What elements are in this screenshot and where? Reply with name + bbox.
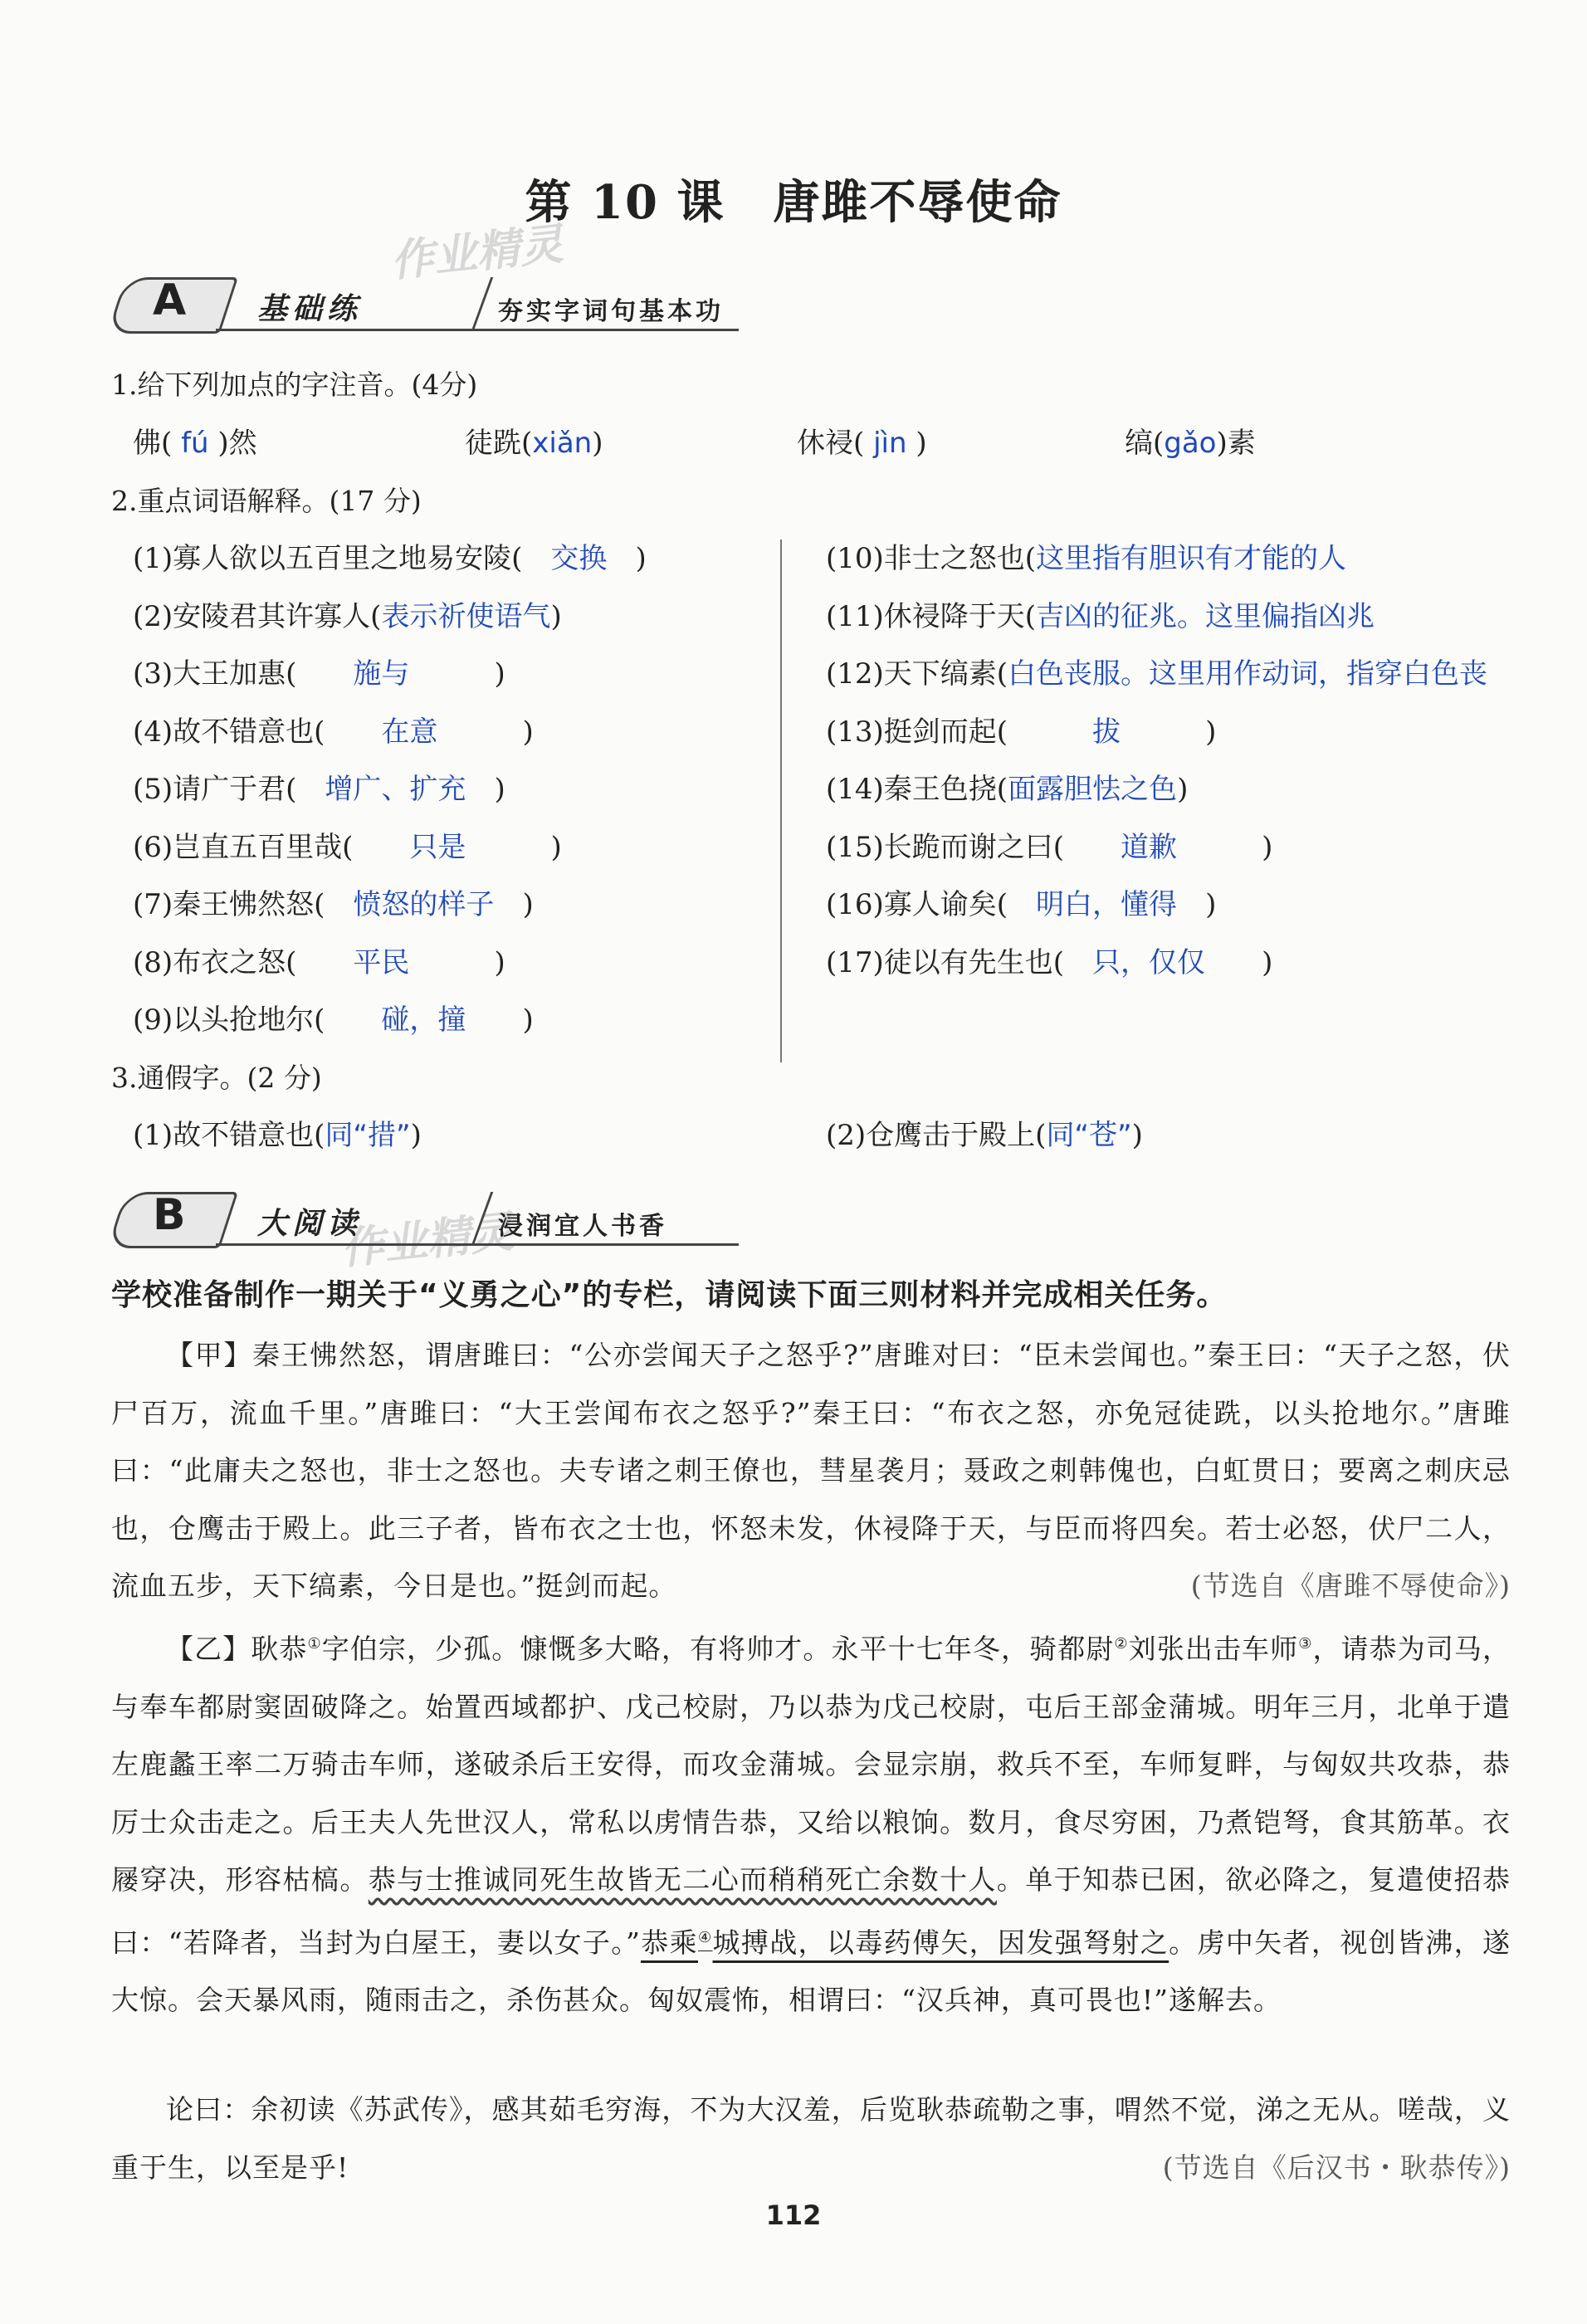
prompt-text: ) [635, 542, 647, 575]
answer-row [826, 535, 1346, 576]
prompt-text: ) [1131, 1119, 1143, 1152]
prompt-text: ) [1262, 830, 1273, 864]
prompt-text: 徒跣( [465, 427, 533, 460]
watermark: 作业精灵 [388, 219, 566, 287]
handwritten-answer: 愤怒的样子 [325, 888, 523, 921]
handwritten-answer: 只是 [353, 830, 551, 864]
handwritten-answer: fú [172, 427, 218, 460]
passage-yi-text: 。单于知恭已困，欲必降之，复遣使招恭曰：“若降者，当封为白屋王，妻以女子。” [111, 1863, 1511, 1959]
handwritten-answer: 碰，撞 [325, 1003, 523, 1037]
answer-row [465, 420, 603, 461]
prompt-text: (5)请广于君( [133, 773, 297, 806]
prompt-text: (1)寡人欲以五百里之地易安陵( [133, 542, 523, 575]
prompt-text: ) [522, 1003, 534, 1037]
footnote-marker: ② [1114, 1635, 1129, 1653]
passage-yi-text: 【乙】耿恭 [166, 1633, 308, 1665]
prompt-text: ) [522, 715, 534, 749]
handwritten-answer: 只，仅仅 [1064, 945, 1262, 979]
section-letter: A [153, 276, 187, 325]
answer-row [133, 824, 562, 865]
answer-row [826, 940, 1272, 980]
prompt-text: (17)徒以有先生也( [826, 945, 1065, 979]
section-name: 大阅读 [257, 1206, 363, 1241]
answer-row [133, 766, 505, 807]
prompt-text: (2)安陵君其许寡人( [133, 599, 382, 633]
passage-jia-source: (节选自《唐雎不辱使命》) [1190, 1570, 1511, 1602]
prompt-text: (8)布衣之怒( [133, 945, 297, 979]
handwritten-answer: 拔 [1008, 715, 1206, 749]
handwritten-answer: jìn [864, 427, 916, 460]
section-b-banner [116, 1189, 739, 1252]
handwritten-answer: 面露胆怯之色 [1008, 773, 1178, 806]
prompt-text: ) [494, 657, 505, 691]
handwritten-answer: 白色丧服。这里用作动词，指穿白色丧 [1008, 657, 1488, 691]
passage-yi-text: 刘张出击车师 [1128, 1633, 1299, 1665]
prompt-text: 休祲( [797, 427, 865, 460]
answer-row [826, 766, 1188, 807]
handwritten-answer: 吉凶的征兆。这里偏指凶兆 [1036, 599, 1375, 633]
section-name: 基础练 [257, 291, 363, 326]
handwritten-answer: 交换 [522, 542, 636, 575]
prompt-text: (9)以头抢地尔( [133, 1003, 325, 1037]
page-number: 112 [765, 2200, 822, 2231]
handwritten-answer: 施与 [296, 657, 495, 691]
handwritten-answer: 同“措” [325, 1119, 411, 1152]
prompt-text: ) [1205, 888, 1217, 921]
answer-row [133, 535, 647, 576]
answer-row [826, 824, 1272, 865]
passage-yi-text: 。虏中矢者，视创皆沸，遂大惊。会天暴风雨，随雨击之，杀伤甚众。匈奴震怖，相谓曰：“汉兵神，真可畏也!”遂解去。 [111, 1926, 1511, 2016]
prompt-text: ) [1262, 945, 1273, 979]
prompt-text: (1)故不错意也( [133, 1119, 325, 1152]
answer-row [826, 593, 1375, 634]
prompt-text: ) [522, 888, 534, 921]
section-slogan: 夯实字词句基本功 [498, 297, 724, 326]
answer-row [133, 420, 257, 461]
prompt-text: 佛( [133, 427, 173, 460]
answer-row [826, 651, 1487, 691]
prompt-text: ) [410, 1119, 422, 1152]
answer-row [797, 420, 927, 461]
handwritten-answer: xiǎn [532, 427, 593, 460]
prompt-text: (12)天下缟素( [826, 657, 1008, 691]
column-divider [780, 540, 782, 1062]
prompt-text: (13)挺剑而起( [826, 715, 1008, 749]
prompt-text: (2)仓鹰击于殿上( [826, 1119, 1047, 1152]
passage-lun-text: 论曰：余初读《苏武传》，感其茹毛穷海，不为大汉羞，后览耿恭疏勒之事，喟然不觉，涕之无从。嗟哉，义重于生，以至是乎! [111, 2093, 1511, 2184]
footnote-marker: ③ [1298, 1635, 1313, 1653]
prompt-text: ) [592, 427, 603, 460]
passage-yi-text: 字伯宗，少孤。慷慨多大略，有将帅才。永平十七年冬，骑都尉 [321, 1633, 1115, 1665]
prompt-text: (7)秦王怫然怒( [133, 888, 325, 921]
footnote-marker: ④ [698, 1928, 713, 1946]
prompt-text: (4)故不错意也( [133, 715, 325, 749]
handwritten-answer: gǎo [1164, 427, 1217, 460]
handwritten-answer: 平民 [296, 945, 495, 979]
prompt-text: ) [1205, 715, 1217, 749]
passage-jia-text: 【甲】秦王怫然怒，谓唐雎曰：“公亦尝闻天子之怒乎?”唐雎对曰：“臣未尝闻也。”秦王曰：“天子之怒，伏尸百万，流血千里。”唐雎曰：“大王尝闻布衣之怒乎?”秦王曰：“布衣之怒，亦免冠徒跣，以头抢地尔。”唐雎曰：“此庸夫之怒也，非士之怒也。夫专诸之刺王僚也，彗星袭月；聂政之刺韩傀也，白虹贯日；要离之刺庆忌也，仓鹰击于殿上。此三子者，皆布衣之士也，怀怒未发，休祲降于天，与臣而将四矣。若士必怒，伏尸二人，流血五步，天下缟素，今日是也。”挺剑而起。 [111, 1339, 1511, 1602]
handwritten-answer: 明白，懂得 [1008, 888, 1206, 921]
prompt-text: (11)休祲降于天( [826, 599, 1037, 633]
answer-row [133, 709, 534, 749]
prompt-text: ) [494, 773, 505, 806]
section-slogan: 浸润宜人书香 [498, 1212, 667, 1241]
prompt-text: ) [1177, 773, 1189, 806]
underlined-sentence: 城搏战，以毒药傅矢，因发强弩射之 [712, 1926, 1169, 1959]
prompt-text: (16)寡人谕矣( [826, 888, 1008, 921]
prompt-text: )素 [1216, 427, 1256, 460]
question-3-label: 3.通假字。(2 分) [111, 1062, 322, 1094]
prompt-text: ) [550, 830, 562, 864]
section-letter: B [153, 1190, 186, 1240]
handwritten-answer: 增广、扩充 [296, 773, 495, 806]
prompt-text: )然 [217, 427, 257, 460]
answer-row [826, 881, 1216, 922]
prompt-text: (6)岂直五百里哉( [133, 830, 354, 864]
watermark: 作业精灵 [339, 1207, 516, 1275]
prompt-text: 缟( [1125, 427, 1165, 460]
handwritten-answer: 表示祈使语气 [381, 599, 551, 633]
prompt-text: ) [916, 427, 927, 460]
prompt-text: ) [550, 599, 562, 633]
answer-row [826, 1112, 1143, 1153]
prompt-text: (14)秦王色挠( [826, 773, 1008, 806]
handwritten-answer: 同“苍” [1046, 1119, 1132, 1152]
underlined-sentence: 恭乘 [640, 1926, 698, 1959]
passage-yi-text: ，请恭为司马，与奉车都尉窦固破降之。始置西域都护、戊己校尉，乃以恭为戊己校尉，屯后王部金蒲城。明年三月，北单于遣左鹿蠡王率二万骑击车师，遂破杀后王安得，而攻金蒲城。会显宗崩，救兵不至，车师复畔，与匈奴共攻恭，恭厉士众击走之。后王夫人先世汉人，常私以虏情告恭，又给以粮饷。数月，食尽穷困，乃煮铠弩，食其筋革。衣屦穿决，形容枯槁。 [111, 1633, 1511, 1896]
reading-intro: 学校准备制作一期关于“义勇之心”的专栏，请阅读下面三则材料并完成相关任务。 [111, 1278, 1228, 1312]
answer-row [133, 593, 562, 634]
answer-row [133, 1112, 422, 1153]
prompt-text: ) [494, 945, 505, 979]
prompt-text: (15)长跪而谢之曰( [826, 830, 1065, 864]
answer-row [1125, 420, 1256, 461]
answer-row [133, 881, 534, 922]
question-1-label: 1.给下列加点的字注音。(4分) [111, 369, 478, 401]
passage-lun-source: (节选自《后汉书・耿恭传》) [1162, 2151, 1511, 2184]
handwritten-answer: 这里指有胆识有才能的人 [1036, 542, 1347, 575]
prompt-text: (10)非士之怒也( [826, 542, 1037, 575]
answer-row [826, 709, 1216, 749]
prompt-text: (3)大王加惠( [133, 657, 297, 691]
lesson-title: 第 10 课 唐雎不辱使命 [525, 175, 1062, 230]
question-2-label: 2.重点词语解释。(17 分) [111, 485, 422, 517]
handwritten-answer: 在意 [325, 715, 523, 749]
footnote-marker: ① [307, 1635, 322, 1653]
passage-jia [111, 1326, 1511, 1615]
passage-lun [111, 2081, 1511, 2196]
answer-row [133, 940, 505, 980]
wavy-underlined-sentence: 恭与士推诚同死生故皆无二心而稍稍死亡余数十人 [368, 1863, 997, 1896]
handwritten-answer: 道歉 [1064, 830, 1262, 864]
passage-yi [111, 1615, 1511, 2029]
answer-row [133, 997, 534, 1038]
section-a-banner [116, 274, 739, 337]
answer-row [133, 651, 505, 691]
